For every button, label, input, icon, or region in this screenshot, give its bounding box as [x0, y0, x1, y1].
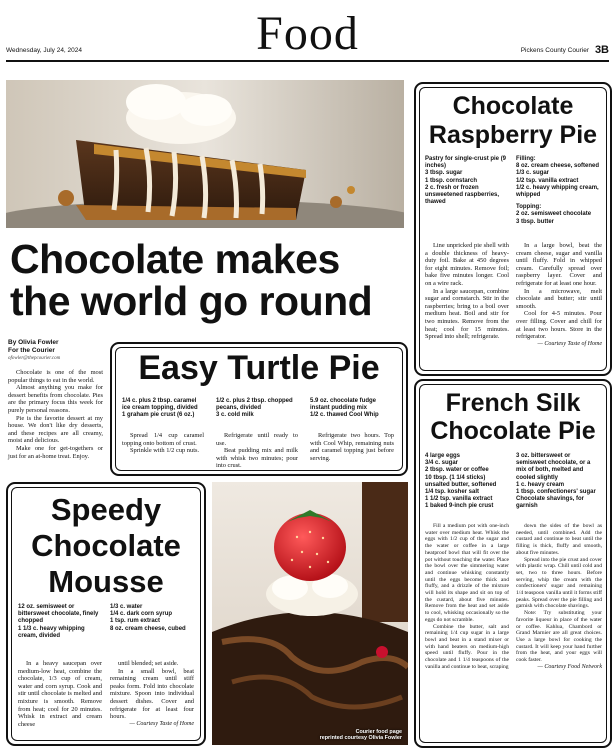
- ingredient: 3/4 c. sugar: [425, 460, 459, 467]
- topping-label: Topping:: [516, 204, 542, 211]
- direction-paragraph: until blended; set aside.: [118, 660, 179, 667]
- ingredient: 3 oz. bittersweet or semisweet chocolate, or a mix of both, melted and cooled slightly: [516, 453, 591, 481]
- direction-paragraph: In a microwave, melt chocolate and butter; stir until smooth.: [516, 287, 602, 310]
- intro-paragraph: Chocolate is one of the most popular things to eat in the world.: [8, 369, 103, 384]
- ingredient: 8 oz. cream cheese, softened: [516, 163, 600, 170]
- intro-paragraph: Almost anything you make for dessert benefits from chocolate. Pies are the primary focus this week for purely personal reasons.: [8, 384, 103, 414]
- direction-paragraph: In a large saucepan, combine sugar and cornstarch. Stir in the raspberries; bring to a boil over medium heat. Boil and stir for two minutes. Remove from the heat; cool for 15 minutes. Spread into shell; refrigerate.: [425, 287, 509, 341]
- directions: [310, 432, 394, 462]
- recipe-title: Easy Turtle Pie: [138, 349, 380, 387]
- main-headline: Chocolate makes the world go round: [10, 236, 373, 324]
- page-number: 3B: [594, 44, 609, 56]
- ingredient-list: [122, 398, 204, 420]
- directions: [18, 660, 102, 728]
- raspberry-dessert-photo: [212, 482, 408, 745]
- direction-paragraph: Refrigerate until ready to use.: [216, 432, 298, 447]
- direction-paragraph: Spread into the pie crust and cover with plastic wrap. Chill until cold and set, two to three hours. Before serving, whip the cream with the confectioners' sugar and remaining 1/4 teaspoon vanilla until it forms stiff peaks. Spread over the pie filling and garnish with chocolate shavings.: [516, 556, 602, 610]
- ingredient: 1/2 c. plus 2 tbsp. chopped pecans, divided: [216, 398, 293, 412]
- direction-paragraph: In a large bowl, beat the cream cheese, sugar and vanilla until fluffy. Fold in whipped cream. Carefully spread over raspberry layer. Cover and refrigerate for at least one hour.: [516, 242, 602, 287]
- ingredient: 5.9 oz. chocolate fudge instant pudding mix: [310, 398, 377, 412]
- recipe-box-turtle-pie: [110, 342, 408, 476]
- recipe-box-raspberry-pie: [414, 82, 612, 376]
- ingredient: 1 1/2 tsp. vanilla extract: [425, 496, 493, 503]
- direction-paragraph: Cool for 4-5 minutes. Pour over filling. Cover and chill for at least two hours. Store in the refrigerator.: [516, 310, 602, 341]
- ingredient: 1 c. heavy cream: [516, 481, 565, 488]
- ingredient-list: [516, 156, 602, 226]
- ingredient: 1 1/3 c. heavy whipping cream, divided: [18, 625, 85, 639]
- photo-credit: [320, 729, 402, 741]
- photo-credit-line: Courier food page: [355, 728, 402, 735]
- ingredient-list: [18, 604, 102, 640]
- direction-paragraph: Combine the butter, salt and remaining 1/4 cup sugar in a large bowl and beat in a stand mixer or with hand beaters on medium-high speed until fluffy. Pour in the chocolate and 1 1/4 teaspoons of the vanilla and continue to beat, scraping: [425, 623, 509, 670]
- header-rule: [6, 60, 609, 62]
- raspberry-dessert-illustration: [212, 482, 408, 745]
- direction-paragraph: Line unpricked pie shell with a double thickness of heavy-duty foil. Bake at 450 degrees for eight minutes. Remove foil; bake five minutes longer. Cool on a wire rack.: [425, 242, 509, 287]
- directions: [110, 660, 194, 728]
- directions: [425, 523, 509, 670]
- recipe-title-line: French Silk: [445, 389, 581, 417]
- ingredient: 12 oz. semisweet or bittersweet chocolate, finely chopped: [18, 604, 99, 625]
- direction-paragraph: down the sides of the bowl as needed, until combined. Add the custard and continue to beat until the filling is thick, fluffy and smooth, about five minutes.: [516, 523, 602, 556]
- pie-slice-photo: [6, 80, 404, 228]
- ingredient: 1/2 tsp. vanilla extract: [516, 177, 579, 184]
- ingredient: 1 baked 9-inch pie crust: [425, 503, 494, 510]
- ingredient-list: [425, 453, 509, 511]
- direction-paragraph: In a small bowl, beat remaining cream until stiff peaks form. Fold into chocolate mixture. Spoon into individual dessert dishes. Cover and refrigerate for at least four hours.: [110, 667, 194, 721]
- recipe-title-line: Chocolate: [31, 528, 181, 563]
- direction-paragraph: Spread 1/4 cup caramel topping onto bottom of crust.: [122, 432, 204, 447]
- recipe-title: [416, 92, 610, 150]
- recipe-title-line: Mousse: [48, 564, 164, 599]
- newspaper-name: Pickens County Courier: [520, 47, 589, 54]
- directions: [216, 432, 298, 470]
- direction-paragraph: In a heavy saucepan over medium-low heat, combine the chocolate, 1/3 cup of cream, water and corn syrup. Cook and stir until chocolate is melted and mixture is smooth. Remove from heat; cool for 20 minutes. Whisk in extract and cream cheese: [18, 660, 102, 728]
- ingredient: 1 graham pie crust (6 oz.): [122, 412, 195, 419]
- ingredient: 3 tbsp. sugar: [425, 170, 463, 177]
- ingredient: 2 c. fresh or frozen unsweetened raspberries, thawed: [425, 184, 500, 206]
- byline-affiliation: For the Courier: [8, 347, 55, 354]
- directions: [516, 523, 602, 670]
- ingredient: 1 tbsp. confectioners' sugar: [516, 489, 596, 496]
- ingredient-list: [310, 398, 394, 420]
- byline-author: By Olivia Fowler: [8, 339, 59, 346]
- recipe-box-chocolate-mousse: [6, 482, 206, 746]
- ingredient-list: [110, 604, 194, 633]
- directions: [516, 242, 602, 348]
- ingredient: Pastry for single-crust pie (9 inches): [425, 156, 507, 170]
- intro-paragraph: Pie is the favorite dessert at my house. We don't like dry desserts, and these recipes are all creamy, moist and delicious.: [8, 414, 103, 445]
- recipe-title-line: Chocolate Pie: [430, 417, 596, 445]
- ingredient-list: [516, 453, 602, 511]
- ingredient: 1/3 c. water: [110, 604, 143, 610]
- byline: [8, 339, 60, 363]
- directions: [425, 242, 509, 341]
- recipe-title-line: Raspberry Pie: [428, 121, 598, 149]
- recipe-title: [416, 389, 610, 445]
- intro-column: [8, 369, 103, 460]
- ingredient: 1/2 c. thawed Cool Whip: [310, 412, 379, 419]
- ingredient: 1/4 c. dark corn syrup: [110, 611, 173, 618]
- ingredient: 1/4 c. plus 2 tbsp. caramel ice cream topping, divided: [122, 398, 198, 412]
- ingredient: 1 tbsp. cornstarch: [425, 177, 478, 184]
- intro-paragraph: Make one for get-togethers or just for an at-home treat. Enjoy.: [8, 444, 103, 460]
- ingredient: 2 oz. semisweet chocolate: [516, 211, 592, 218]
- recipe-title-line: Chocolate: [452, 92, 574, 120]
- ingredient-list: [216, 398, 298, 420]
- recipe-courtesy: — Courtesy Taste of Home: [129, 720, 194, 727]
- recipe-box-french-silk-pie: [414, 379, 612, 748]
- direction-paragraph: Sprinkle with 1/2 cup nuts.: [130, 447, 200, 455]
- recipe-courtesy: — Courtesy Food Network: [537, 663, 602, 670]
- ingredient: 1/2 c. heavy whipping cream, whipped: [516, 184, 599, 199]
- ingredient: 1 tsp. rum extract: [110, 618, 161, 625]
- recipe-title-line: Speedy: [50, 492, 162, 527]
- filling-label: Filling:: [516, 156, 536, 162]
- ingredient: 2 tbsp. water or coffee: [425, 467, 489, 474]
- recipe-courtesy: — Courtesy Taste of Home: [537, 340, 602, 347]
- ingredient-list: [425, 156, 509, 206]
- directions: [122, 432, 204, 455]
- ingredient: 3 c. cold milk: [216, 412, 254, 419]
- ingredient: 3 tbsp. butter: [516, 218, 555, 225]
- recipe-title: [8, 492, 204, 600]
- direction-paragraph: Beat pudding mix and milk with whisk two minutes; pour into crust.: [216, 447, 298, 470]
- ingredient: Chocolate shavings, for garnish: [516, 496, 585, 510]
- direction-paragraph: Fill a medium pot with one-inch water over medium heat. Whisk the eggs with 1/2 cup of the sugar and the water or coffee in a large heatproof bowl that will fit over the pot without touching the water. Place the bowl over the simmering water and continue whisking constantly until the eggs become thick and fluffy, and a drizzle of the mixture will hold its shape and sit on top of the custard, about five minutes. Remove from the heat and set aside to cool, whisking occasionally so the eggs do not scramble.: [425, 523, 509, 623]
- direction-paragraph: Refrigerate two hours. Top with Cool Whip, remaining nuts and caramel topping just before serving.: [310, 432, 394, 462]
- ingredient: 4 large eggs: [425, 453, 461, 459]
- ingredient: 1/3 c. sugar: [516, 170, 550, 177]
- ingredient: 1/4 tsp. kosher salt: [425, 489, 480, 496]
- pie-slice-illustration: [6, 80, 404, 228]
- ingredient: 10 tbsp. (1 1/4 sticks) unsalted butter, softened: [425, 474, 497, 488]
- direction-paragraph: Note: Try substituting your favorite liqueur in place of the water or coffee. Kahlua, Chambord or Grand Marnier are all great choices. Use a large bowl for cooking the custard. It will keep your hand further from the heat, and your eggs will cook faster.: [516, 610, 602, 664]
- issue-date: Wednesday, July 24, 2024: [6, 47, 83, 54]
- photo-credit-line: reprinted courtesy Olivia Fowler: [319, 734, 402, 741]
- ingredient: 8 oz. cream cheese, cubed: [110, 625, 186, 632]
- section-title: Food: [256, 7, 359, 60]
- author-email: ofowler@thepcourier.com: [8, 356, 61, 361]
